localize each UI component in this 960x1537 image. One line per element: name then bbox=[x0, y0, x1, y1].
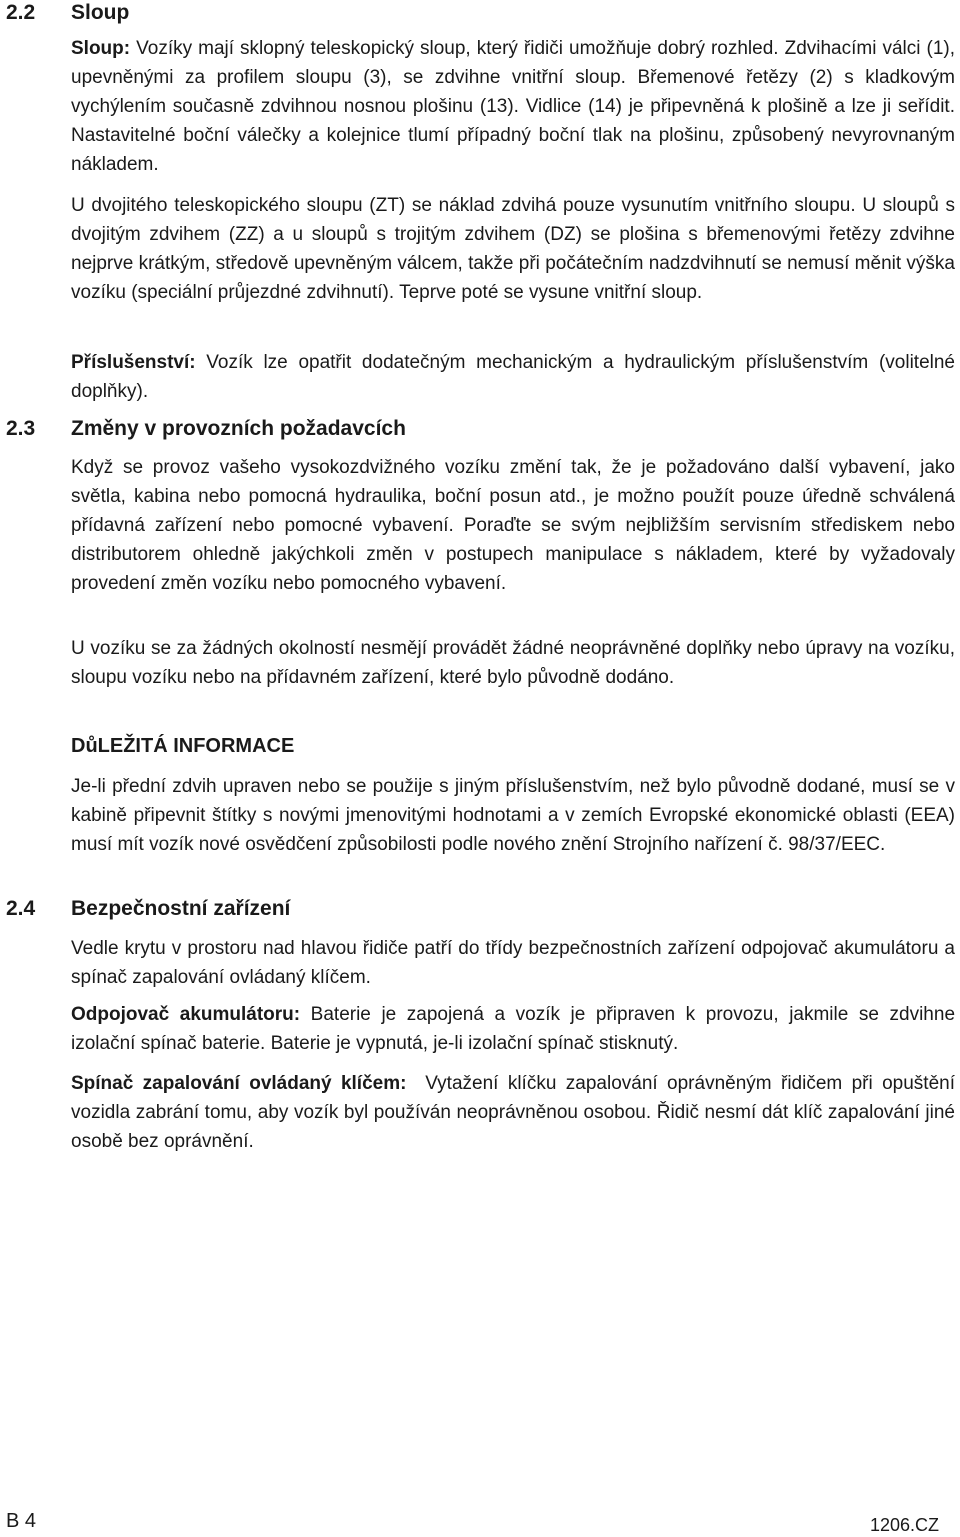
paragraph-text: Vedle krytu v prostoru nad hlavou řidiče patří do třídy bezpečnostních zařízení odpojovač akumulátoru a spínač zapalování ovládaný klíčem. bbox=[71, 938, 955, 988]
paragraph-text: Je-li přední zdvih upraven nebo se použije s jiným příslušenstvím, než bylo původně dodané, musí se v kabině připevnit štítky s novými jmenovitými hodnotami a v zemích Evropské ekonomické oblasti (EEA) musí mít vozík nové osvědčení způsobilosti podle nového znění Strojního nařízení č. 98/37/EEC. bbox=[71, 776, 955, 855]
document-code: 1206.CZ bbox=[870, 1515, 940, 1535]
section-heading-2-3 bbox=[6, 416, 406, 442]
paragraph-double-telescopic bbox=[71, 191, 955, 307]
paragraph-sloup bbox=[71, 34, 955, 179]
term-label: Příslušenství: bbox=[71, 352, 196, 373]
section-heading-2-4 bbox=[6, 896, 290, 922]
paragraph-text: Vozíky mají sklopný teleskopický sloup, který řidiči umožňuje dobrý rozhled. Zdvihacími válci (1), upevněnými za profilem sloupu (3), se zdvihne vnitřní sloup. Břemenové řetězy (2) s kladkovým vychýlením současně zdvihnou nosnou plošinu (13). Vidlice (14) je připevněná k plošině a lze ji seřídit. Nastavitelné boční válečky a kolejnice tlumí případný boční tlak na plošinu, způsobený nevyrovnaným nákladem. bbox=[71, 38, 955, 175]
paragraph-battery-disconnect bbox=[71, 1000, 955, 1058]
page-number: B 4 bbox=[6, 1510, 37, 1532]
term-label: Odpojovač akumulátoru: bbox=[71, 1004, 301, 1025]
paragraph-unauthorized-modifications bbox=[71, 634, 955, 692]
paragraph-text: U vozíku se za žádných okolností nesmějí provádět žádné neoprávněné doplňky nebo úpravy na vozíku, sloupu vozíku nebo na přídavném zařízení, které bylo původně dodáno. bbox=[71, 638, 955, 688]
paragraph-operation-changes bbox=[71, 453, 955, 598]
paragraph-accessories bbox=[71, 348, 955, 406]
paragraph-text: Baterie je zapojená a vozík je připraven k provozu, jakmile se zdvihne izolační spínač baterie. Baterie je vypnutá, je-li izolační spínač stisknutý. bbox=[71, 1004, 956, 1054]
paragraph-text: U dvojitého teleskopického sloupu (ZT) se náklad zdvihá pouze vysunutím vnitřního sloupu. U sloupů s dvojitým zdvihem (ZZ) a u sloupů s trojitým zdvihem (DZ) se plošina s břemenovými řetězy zdvihne nejprve krátkým, středově upevněným válcem, takže při počátečním nadzdvihnutí se nemusí měnit výška vozíku (speciální průjezdné zdvihnutí). Teprve poté se vysune vnitřní sloup. bbox=[71, 195, 955, 303]
important-notice-text bbox=[71, 772, 955, 859]
section-title: Změny v provozních požadavcích bbox=[71, 417, 406, 440]
paragraph-ignition-key bbox=[71, 1069, 960, 1156]
paragraph-safety-devices bbox=[71, 934, 955, 992]
section-number: 2.3 bbox=[6, 417, 36, 440]
term-label: Spínač zapalování ovládaný klíčem: bbox=[71, 1073, 407, 1094]
section-heading-2-2 bbox=[6, 0, 129, 26]
section-title: Sloup bbox=[71, 1, 130, 24]
important-notice-title: DůLEŽITÁ INFORMACE bbox=[71, 735, 295, 757]
paragraph-text: Když se provoz vašeho vysokozdvižného vozíku změní tak, že je požadováno další vybavení, jako světla, kabina nebo pomocná hydraulika, boční posun atd., je možno použít pouze úředně schválená přídavná zařízení nebo pomocné vybavení. Poraďte se svým nejbližším servisním střediskem nebo distributorem ohledně jakýchkoli změn v postupech manipulace s nákladem, které by vyžadovaly provedení změn vozíku nebo pomocného vybavení. bbox=[71, 457, 955, 594]
section-number: 2.4 bbox=[6, 897, 36, 920]
section-title: Bezpečnostní zařízení bbox=[71, 897, 291, 920]
term-label: Sloup: bbox=[71, 38, 131, 59]
paragraph-text: Vozík lze opatřit dodatečným mechanickým a hydraulickým příslušenstvím (volitelné doplňky). bbox=[71, 352, 955, 402]
paragraph-text: Vytažení klíčku zapalování oprávněným řidičem při opuštění vozidla zabrání tomu, aby vozík byl používán neoprávněnou osobou. Řidič nesmí dát klíč zapalování jiné osobě bez oprávnění. bbox=[71, 1073, 960, 1152]
section-number: 2.2 bbox=[6, 1, 36, 24]
